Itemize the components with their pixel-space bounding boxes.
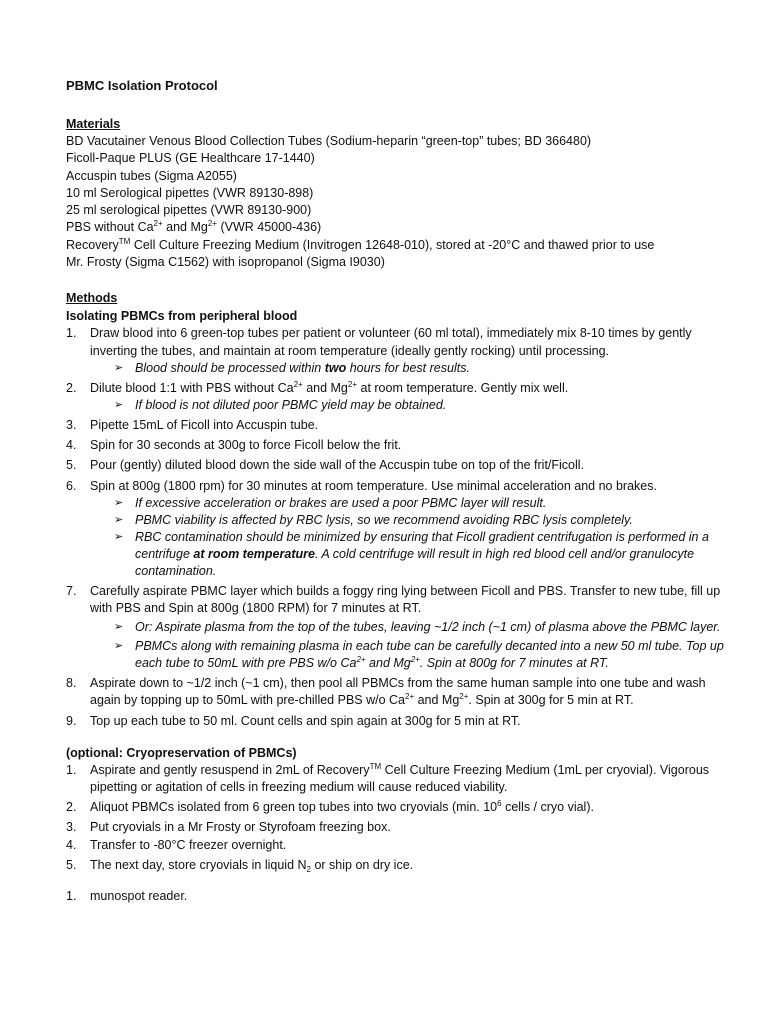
step-number: 3. [66, 820, 77, 835]
superscript: 2+ [459, 692, 469, 702]
trailing-item [66, 888, 728, 905]
cryo-step-5 [66, 857, 728, 874]
superscript: 2+ [293, 379, 303, 389]
note-text: Or: Aspirate plasma from the top of the tubes, leaving ~1/2 inch (~1 cm) of plasma above the PBMC layer. [135, 620, 721, 635]
step-text: and Mg [302, 380, 348, 395]
material-item [66, 237, 728, 254]
step-number: 7. [66, 583, 77, 598]
step-number: 4. [66, 837, 77, 852]
arrow-bullet-icon: ➢ [114, 361, 124, 374]
step-note [66, 619, 728, 636]
step-number: 1. [66, 762, 77, 777]
step-text: cells / cryo vial). [501, 800, 594, 815]
step-6 [66, 478, 728, 495]
material-item: Ficoll-Paque PLUS (GE Healthcare 17-1440) [66, 151, 315, 166]
step-text: Pipette 15mL of Ficoll into Accuspin tube. [90, 417, 319, 432]
material-item: 25 ml serological pipettes (VWR 89130-900) [66, 203, 312, 218]
step-text: Draw blood into 6 green-top tubes per patient or volunteer (60 ml total), immediately mix 8-10 times by gently inverting the tubes, and maintain at room temperature (ideally gently rocking) until processing. [90, 326, 692, 358]
document-title: PBMC Isolation Protocol [66, 78, 218, 93]
arrow-bullet-icon: ➢ [114, 513, 124, 526]
step-text: Spin for 30 seconds at 300g to force Ficoll below the frit. [90, 438, 402, 453]
step-9 [66, 713, 728, 730]
step-number: 3. [66, 417, 77, 432]
material-text: Cell Culture Freezing Medium (Invitrogen 12648-010), stored at -20°C and thawed prior to use [130, 237, 655, 252]
cryo-step-3 [66, 819, 728, 836]
cryo-step-2 [66, 799, 728, 816]
materials-list [66, 133, 728, 271]
step-text: Transfer to -80°C freezer overnight. [90, 837, 287, 852]
step-text: . Spin at 300g for 5 min at RT. [468, 693, 634, 708]
superscript: 6 [497, 799, 502, 809]
step-number: 2. [66, 380, 77, 395]
step-3 [66, 417, 728, 434]
step-text: and Mg [414, 693, 460, 708]
superscript: 2+ [347, 379, 358, 389]
arrow-bullet-icon: ➢ [114, 640, 124, 653]
material-text: and Mg [162, 220, 208, 235]
step-5 [66, 457, 728, 474]
arrow-bullet-icon: ➢ [114, 496, 124, 509]
note-text: If blood is not diluted poor PBMC yield may be obtained. [135, 397, 447, 412]
step-number: 1. [66, 326, 77, 341]
superscript: 2+ [356, 655, 366, 665]
cryo-steps [66, 762, 728, 874]
note-text: If excessive acceleration or brakes are used a poor PBMC layer will result. [135, 495, 547, 510]
step-text: Aspirate and gently resuspend in 2mL of Recovery [90, 762, 370, 777]
note-emphasis: at room temperature [193, 546, 315, 561]
material-text: PBS without Ca [66, 220, 154, 235]
step-number: 2. [66, 800, 77, 815]
step-note [66, 495, 728, 512]
superscript: 2+ [410, 655, 420, 665]
note-text: PBMC viability is affected by RBC lysis, so we recommend avoiding RBC lysis completely. [135, 512, 633, 527]
step-text: munospot reader. [90, 889, 188, 904]
step-number: 5. [66, 458, 77, 473]
material-text: (VWR 45000-436) [216, 220, 322, 235]
step-text: Spin at 800g (1800 rpm) for 30 minutes at room temperature. Use minimal acceleration and no brakes. [90, 478, 657, 493]
materials-heading: Materials [66, 117, 121, 131]
step-note [66, 397, 728, 414]
step-text: Aliquot PBMCs isolated from 6 green top tubes into two cryovials (min. 10 [90, 800, 498, 815]
step-8 [66, 675, 728, 709]
material-item: BD Vacutainer Venous Blood Collection Tubes (Sodium-heparin “green-top” tubes; BD 366480) [66, 134, 592, 148]
cryo-step-1 [66, 762, 728, 796]
note-text: hours for best results. [346, 360, 470, 375]
step-number: 8. [66, 676, 77, 691]
subscript: 2 [306, 864, 311, 874]
trademark: TM [118, 236, 131, 246]
note-text: . A cold centrifuge will result in high red blood cell and/or granulocyte contamination. [135, 546, 695, 578]
step-4 [66, 437, 728, 454]
step-text: Carefully aspirate PBMC layer which builds a foggy ring lying between Ficoll and PBS. Transfer to new tube, fill up with PBS and Spin at 800g (1800 RPM) for 7 minutes at RT. [90, 583, 721, 615]
material-item [66, 219, 728, 236]
arrow-bullet-icon: ➢ [114, 398, 124, 411]
step-number: 4. [66, 438, 77, 453]
note-text: . Spin at 800g for 7 minutes at RT. [419, 656, 609, 671]
arrow-bullet-icon: ➢ [114, 530, 124, 543]
material-item: 10 ml Serological pipettes (VWR 89130-898) [66, 185, 314, 200]
arrow-bullet-icon: ➢ [114, 621, 124, 634]
methods-heading: Methods [66, 291, 118, 306]
step-text: at room temperature. Gently mix well. [357, 380, 569, 395]
note-text: PBMCs along with remaining plasma in each tube can be carefully decanted into a new 50 ml tube. Top up each tube to 50mL with pre PBS w/o Ca [135, 639, 724, 671]
step-number: 9. [66, 713, 77, 728]
step-number: 5. [66, 857, 77, 872]
cryo-step-4 [66, 837, 728, 854]
isolating-heading: Isolating PBMCs from peripheral blood [66, 309, 298, 324]
note-text: RBC contamination should be minimized by ensuring that Ficoll gradient centrifugation is performed in a centrifuge [135, 529, 709, 561]
step-text: Pour (gently) diluted blood down the side wall of the Accuspin tube on top of the frit/Ficoll. [90, 458, 585, 473]
step-text: or ship on dry ice. [310, 857, 414, 872]
step-text: Put cryovials in a Mr Frosty or Styrofoam freezing box. [90, 820, 391, 835]
step-text: The next day, store cryovials in liquid N [90, 857, 307, 872]
methods-steps [66, 325, 728, 729]
step-text: Top up each tube to 50 ml. Count cells and spin again at 300g for 5 min at RT. [90, 713, 521, 728]
note-text: Blood should be processed within [135, 360, 325, 375]
step-2 [66, 380, 728, 397]
superscript: 2+ [153, 219, 163, 229]
step-number: 1. [66, 889, 77, 904]
step-text: Aspirate down to ~1/2 inch (~1 cm), then pool all PBMCs from the same human sample into one tube and wash again by topping up to 50mL with pre-chilled PBS w/o Ca [90, 676, 706, 708]
step-text: Dilute blood 1:1 with PBS without Ca [90, 380, 294, 395]
step-number: 6. [66, 478, 77, 493]
step-note [66, 360, 728, 377]
step-note [66, 512, 728, 529]
note-emphasis: two [324, 360, 347, 375]
superscript: 2+ [405, 692, 415, 702]
note-text: and Mg [365, 656, 411, 671]
superscript: 2+ [207, 219, 217, 229]
step-note [66, 529, 728, 580]
step-1 [66, 325, 728, 359]
material-item: Mr. Frosty (Sigma C1562) with isopropanol (Sigma I9030) [66, 255, 385, 270]
step-text: Cell Culture Freezing Medium (1mL per cryovial). Vigorous pipetting or agitation of cells in freezing medium will cause reduced viability. [90, 762, 710, 795]
trademark: TM [369, 761, 382, 771]
cryo-heading: (optional: Cryopreservation of PBMCs) [66, 745, 297, 760]
step-7 [66, 583, 728, 617]
material-text: Recovery [66, 237, 119, 252]
material-item: Accuspin tubes (Sigma A2055) [66, 168, 237, 183]
step-note [66, 638, 728, 672]
